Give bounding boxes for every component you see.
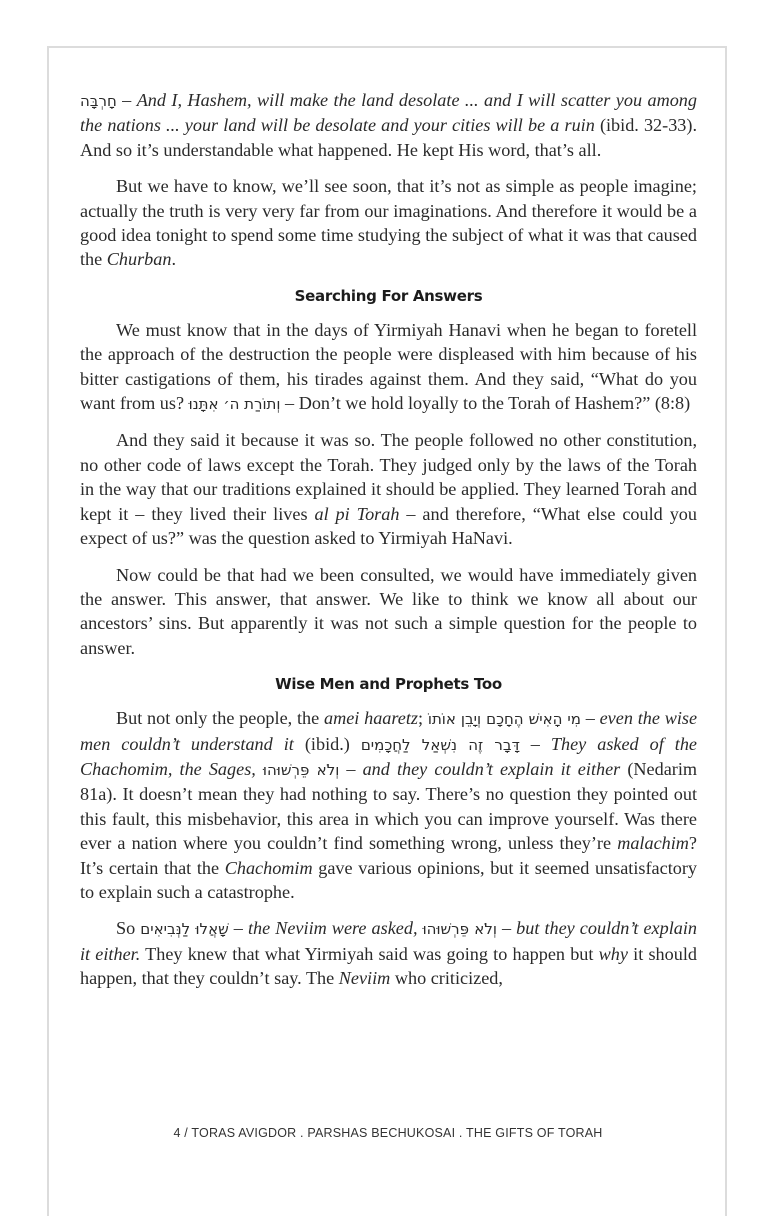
paragraph (80, 706, 697, 904)
italic-text: the Neviim were asked, (247, 918, 418, 939)
text: (ibid. 32-33). And so it’s understandable what happened. He kept His word, that’s all. (80, 115, 697, 160)
hebrew-text: וְלֹא פֵּרְשׁוּהוּ (262, 760, 340, 779)
paragraph (80, 428, 697, 550)
text: – (116, 90, 137, 110)
italic-text: And I, Hashem, will make the land desolate ... and I will scatter you among the nations ... your land will be desolate and your cities will be a ruin (80, 90, 697, 136)
hebrew-text: חָרְבָּה (80, 92, 117, 110)
text: – and therefore, “What else could you expect of us?” was the question asked to Yirmiyah HaNavi. (80, 503, 697, 549)
text: – Don’t we hold loyally to the Torah of Hashem?” (8:8) (280, 393, 691, 414)
text: it should happen, that they couldn’t say. The (80, 943, 697, 989)
hebrew-text: שָׁאֲלוּ לַנְּבִיאִים (140, 920, 229, 939)
paragraph (80, 88, 697, 162)
text: gave various opinions, but it seemed unsatisfactory to explain such a catastrophe. (80, 857, 697, 902)
text: – (339, 758, 363, 779)
italic-text: amei haaretz (323, 708, 419, 729)
text: who criticized, (390, 968, 503, 989)
paragraph (80, 563, 697, 661)
hebrew-text: וְתוֹרַת ה׳ אִתָּנוּ (188, 395, 281, 414)
text: So (116, 918, 141, 939)
italic-text: al pi Torah (314, 503, 400, 524)
text: But not only the people, the (116, 708, 324, 729)
text: We must know that in the days of Yirmiyah Hanavi when he began to foretell the approach of the destruction the people were displeased with him because of his bitter castigations of them, his tirades against them. And they said, “What do you want from us? (80, 319, 697, 414)
text: – (519, 733, 551, 754)
text: ; (418, 708, 428, 729)
italic-text: but they couldn’t explain it either. (80, 918, 697, 964)
text: But we have to know, we’ll see soon, that it’s not as simple as people imagine; actually the truth is very very far from our imaginations. And therefore it would be a good idea tonight to spend some time studying the subject of what it was that caused the (80, 176, 697, 270)
text (256, 759, 263, 779)
italic-text: even the wise men couldn’t understand it (80, 708, 698, 754)
hebrew-text: מִי הָאִישׁ הֶחָכָם וְיָבֵן אוֹתוֹ (427, 710, 581, 729)
italic-text: why (598, 943, 628, 964)
italic-text: and they couldn’t explain it either (362, 758, 621, 779)
text: – (580, 708, 600, 729)
italic-text: malachim (617, 833, 689, 854)
page-footer: 4 / TORAS AVIGDOR . PARSHAS BECHUKOSAI . THE GIFTS OF TORAH (173, 1126, 603, 1140)
paragraph (80, 916, 697, 990)
text: . (171, 249, 177, 270)
section-heading: Searching For Answers (294, 286, 483, 305)
page-body (80, 88, 697, 1003)
text: (ibid.) (293, 733, 361, 754)
italic-text: Chachomim (224, 857, 313, 878)
text: And they said it because it was so. The people followed no other constitution, no other code of laws except the Torah. They judged only by the laws of the Torah in the way that our traditions explained it should be applied. They learned Torah and kept it – they lived their lives (80, 430, 697, 524)
text: ? It’s certain that the (80, 833, 697, 878)
italic-text: Neviim (338, 968, 391, 989)
text: Now could be that had we been consulted, we would have immediately given the answer. This answer, that answer. We like to think we know all about our ancestors’ sins. But apparently it was not such a simple question for the people to answer. (80, 564, 697, 658)
italic-text: Churban (106, 249, 172, 270)
hebrew-text: וְלֹא פֵּרְשׁוּהוּ (422, 920, 497, 939)
text: – (496, 918, 517, 939)
section-heading: Wise Men and Prophets Too (275, 675, 502, 694)
hebrew-text: דָּבָר זֶה נִשְׁאַל לַחֲכָמִים (360, 735, 520, 754)
text: (Nedarim 81a). It doesn’t mean they had nothing to say. There’s no question they pointed out this fault, this misbehavior, this area in which you can improve yourself. Was there ever a nation where you couldn’t find something wrong, unless they’re (80, 758, 698, 854)
paragraph (80, 318, 697, 417)
text: They knew that what Yirmiyah said was going to happen but (140, 943, 599, 964)
paragraph (80, 174, 697, 272)
italic-text: They asked of the Chachomim, the Sages, (80, 733, 698, 779)
text: – (228, 918, 248, 939)
